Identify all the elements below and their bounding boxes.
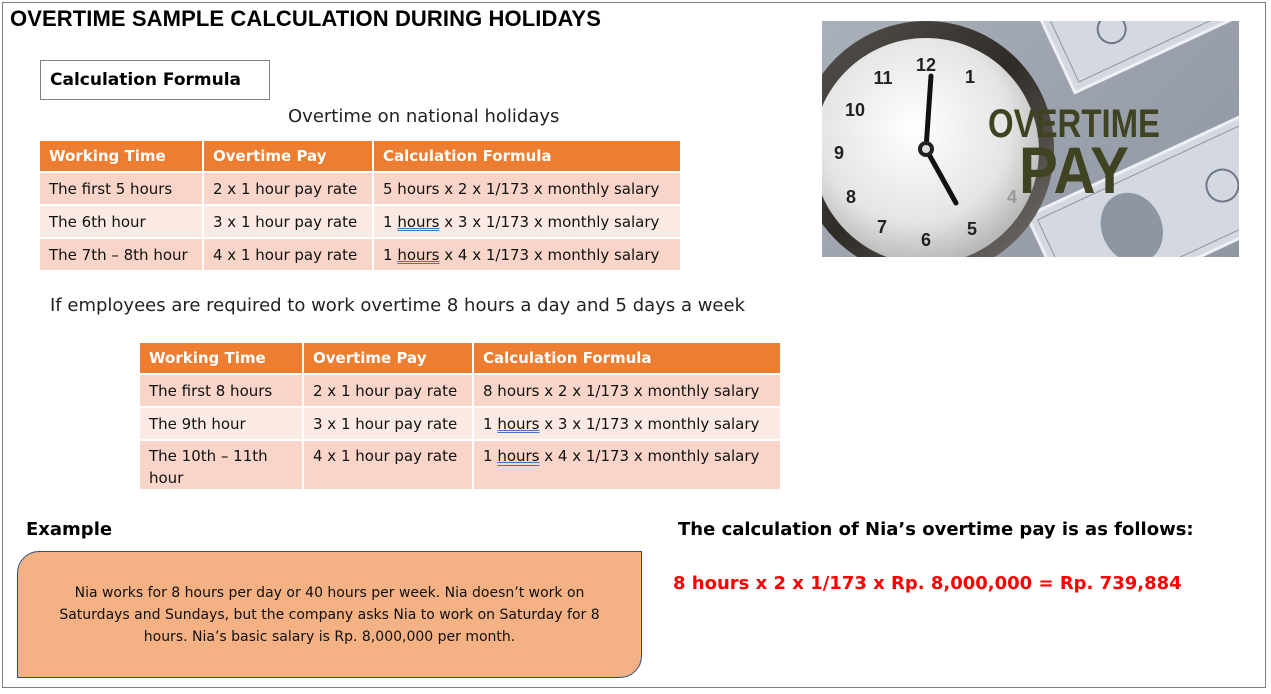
- svg-text:1: 1: [964, 67, 976, 87]
- svg-text:11: 11: [873, 68, 893, 88]
- cell-formula: [374, 239, 680, 272]
- cell-formula: [474, 408, 780, 441]
- svg-text:9: 9: [833, 143, 845, 163]
- table-header-row: [140, 343, 780, 375]
- formula-rest: x 4 x 1/173 x monthly salary: [539, 447, 760, 465]
- formula-qty: 1: [483, 414, 498, 433]
- cell-formula: [374, 206, 680, 239]
- cell-formula: [374, 173, 680, 206]
- cell-working-time: The 9th hour: [140, 408, 304, 441]
- example-callout: [17, 551, 642, 678]
- cell-working-time: The 7th – 8th hour: [40, 239, 204, 272]
- cell-working-time: [140, 441, 304, 491]
- cell-working-time: The first 8 hours: [140, 375, 304, 408]
- table1-caption: Overtime on national holidays: [288, 106, 560, 127]
- column-header-calculation-formula: Calculation Formula: [474, 343, 780, 375]
- formula-rest: x 3 x 1/173 x monthly salary: [539, 414, 760, 433]
- cell-overtime-pay: 2 x 1 hour pay rate: [304, 375, 474, 408]
- working-time-line2: hour: [149, 469, 184, 487]
- table-row: [40, 239, 680, 272]
- hero-line1: OVERTIME: [988, 102, 1160, 146]
- formula-unit-spellcheck: hours: [497, 447, 540, 465]
- holiday-overtime-table: [40, 141, 680, 272]
- calculation-result: 8 hours x 2 x 1/173 x Rp. 8,000,000 = Rp. 739,884: [673, 573, 1182, 594]
- svg-text:8: 8: [845, 187, 857, 207]
- column-header-overtime-pay: Overtime Pay: [304, 343, 474, 375]
- banknote-top-icon: [1037, 21, 1239, 93]
- table-row: [140, 375, 780, 408]
- svg-text:5: 5: [966, 219, 978, 239]
- section-label-box: Calculation Formula: [40, 60, 270, 100]
- cell-overtime-pay: 3 x 1 hour pay rate: [304, 408, 474, 441]
- cell-working-time: The 6th hour: [40, 206, 204, 239]
- overtime-pay-illustration: [822, 21, 1239, 257]
- formula-qty: 1: [483, 447, 498, 465]
- table-row: [140, 408, 780, 441]
- calculation-heading: The calculation of Nia’s overtime pay is as follows:: [678, 519, 1194, 540]
- example-heading: Example: [26, 519, 113, 540]
- cell-working-time: The first 5 hours: [40, 173, 204, 206]
- svg-text:7: 7: [876, 217, 888, 237]
- table-row: [40, 173, 680, 206]
- formula-text: 8 hours x 2 x 1/173 x monthly salary: [483, 381, 760, 400]
- cell-overtime-pay: 3 x 1 hour pay rate: [204, 206, 374, 239]
- svg-text:6: 6: [920, 230, 932, 250]
- column-header-overtime-pay: Overtime Pay: [204, 141, 374, 173]
- cell-formula: [474, 441, 780, 491]
- formula-qty: 1: [383, 212, 398, 231]
- example-text: Nia works for 8 hours per day or 40 hours per week. Nia doesn’t work on Saturdays and Sundays, but the company asks Nia to work on Saturday for 8 hours. Nia’s basic salary is Rp. 8,000,000 per month.: [59, 584, 600, 645]
- svg-text:10: 10: [844, 100, 866, 120]
- weekly-overtime-table: [140, 343, 780, 491]
- column-header-working-time: Working Time: [140, 343, 304, 375]
- column-header-calculation-formula: Calculation Formula: [374, 141, 680, 173]
- cell-overtime-pay: 4 x 1 hour pay rate: [304, 441, 474, 491]
- overtime-pay-image: [822, 21, 1239, 257]
- cell-formula: [474, 375, 780, 408]
- working-time-line1: The 10th – 11th: [149, 447, 268, 465]
- table-header-row: [40, 141, 680, 173]
- table-row: [40, 206, 680, 239]
- svg-text:12: 12: [915, 55, 937, 75]
- hero-line2: PAY: [1019, 133, 1129, 207]
- formula-unit-spellcheck: hours: [497, 414, 540, 433]
- table-row: [140, 441, 780, 491]
- formula-rest: x 4 x 1/173 x monthly salary: [439, 245, 660, 264]
- formula-rest: x 3 x 1/173 x monthly salary: [439, 212, 660, 231]
- svg-text:4: 4: [1006, 187, 1018, 207]
- table2-caption: If employees are required to work overtime 8 hours a day and 5 days a week: [50, 295, 745, 316]
- formula-unit-spellcheck: hours: [397, 212, 440, 231]
- column-header-working-time: Working Time: [40, 141, 204, 173]
- formula-unit-spellcheck: hours: [397, 245, 440, 264]
- formula-text: 5 hours x 2 x 1/173 x monthly salary: [383, 179, 660, 198]
- page-title: OVERTIME SAMPLE CALCULATION DURING HOLIDAYS: [10, 6, 601, 31]
- cell-overtime-pay: 2 x 1 hour pay rate: [204, 173, 374, 206]
- formula-qty: 1: [383, 245, 398, 264]
- cell-overtime-pay: 4 x 1 hour pay rate: [204, 239, 374, 272]
